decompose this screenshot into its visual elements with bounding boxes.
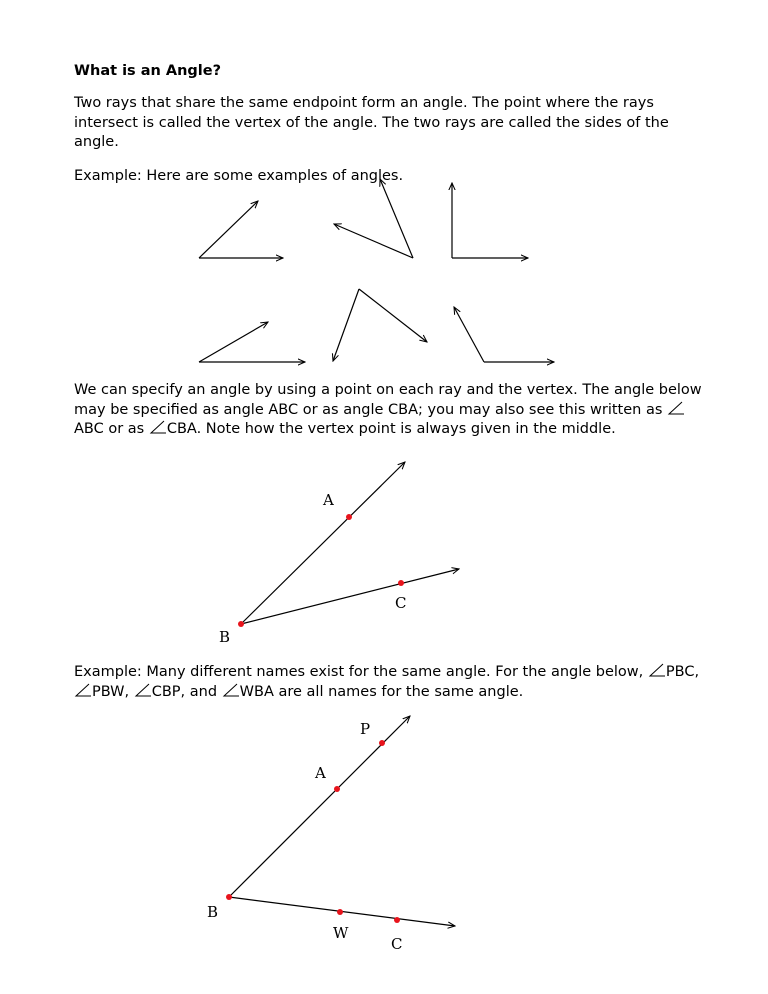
page-title: What is an Angle? <box>74 63 222 79</box>
point-c <box>394 917 400 923</box>
angle-pbc-figure <box>229 716 455 926</box>
label-b: B <box>207 903 219 921</box>
naming-text-1: We can specify an angle by using a point on each ray and the vertex. The angle below may be specified as angle ABC or as angle CBA; you may also see this written as <box>74 382 702 418</box>
label-w: W <box>333 924 349 942</box>
example-angle-3 <box>452 183 528 258</box>
point-p <box>379 740 385 746</box>
example-angle-4 <box>199 322 305 362</box>
many-names-text-5: WBA are all names for the same angle. <box>239 683 524 700</box>
label-p: P <box>360 720 371 738</box>
point-w <box>337 909 343 915</box>
label-a: A <box>315 764 326 782</box>
many-names-text-2: PBC, <box>665 664 700 680</box>
example-angle-2 <box>334 179 413 258</box>
many-names-text-1: Example: Many different names exist for the same angle. For the angle below, <box>74 664 648 680</box>
example-intro: Example: Here are some examples of angles. <box>74 168 404 184</box>
point-b <box>238 621 244 627</box>
label-c: C <box>395 594 407 612</box>
many-names-text-4: CBP, and <box>151 683 222 700</box>
label-c: C <box>391 935 403 953</box>
example-angle-5 <box>333 289 427 361</box>
many-names-text-3: PBW, <box>92 683 134 700</box>
naming-text-3: CBA. Note how the vertex point is always given in the middle. <box>166 421 616 437</box>
definition-paragraph: Two rays that share the same endpoint form an angle. The point where the rays intersect is called the vertex of the angle. The two rays are called the sides of the angle. <box>74 95 669 150</box>
point-a <box>334 786 340 792</box>
example-angle-6 <box>454 307 554 362</box>
point-a <box>346 514 352 520</box>
point-b <box>226 894 232 900</box>
point-c <box>398 580 404 586</box>
angle-abc-figure <box>241 462 459 624</box>
naming-text-2: ABC or as <box>74 421 149 437</box>
label-a: A <box>323 491 334 509</box>
label-b: B <box>219 628 231 646</box>
example-angle-1 <box>199 201 283 258</box>
